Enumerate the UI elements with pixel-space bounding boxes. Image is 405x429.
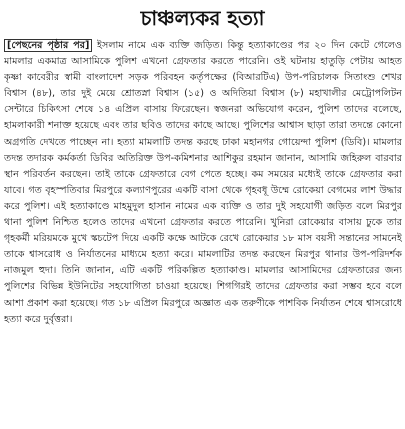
article-body-text: ইসলাম নামে এক ব্যক্তি জড়িত। কিন্তু হত্যাকাণ্ডের পর ২০ দিন কেটে গেলেও মামলার একমাত্র আসামিকে পুলিশ এখনো গ্রেফতার করতে পারেনি। ওই ঘটনায় হাতুড়ি পেটায় আহত কৃষ্ণা কাবেরীর স্বামী বাংলাদেশ সড়ক পরিবহন কর্তৃপক্ষের (বিআরটিএ) উপ-পরিচালক সিতাংশু শেখর বিশ্বাস (৪৮), তার দুই মেয়ে শ্রোতস্না বিশ্বাস (১৫) ও অদিতিয়া বিশ্বাস (৮) মহাখালীর মেট্রোপলিটন সেন্টারে চিকিৎসা শেষে ১৪ এপ্রিল বাসায় ফিরেছেন। স্বজনরা অভিযোগ করেন, পুলিশ তাদের বলেছে, হামলাকারী শনাক্ত হয়েছে এবং তার ছবিও তাদের কাছে আছে। পুলিশের আশ্বাস ছাড়া তারা তদন্তে কোনো অগ্রগতি দেখতে পাচ্ছেন না। হত্যা মামলাটি তদন্ত করছে ঢাকা মহানগর গোয়েন্দা পুলিশ (ডিবি)। মামলার তদন্ত তদারক কর্মকর্তা ডিবির অতিরিক্ত উপ-কমিশনার আশিকুর রহমান জানান, আসামি জহিরুল বারবার স্থান পরিবর্তন করছেন। তাই তাকে গ্রেফতারে বেগ পেতে হচ্ছে। কম সময়ের মধ্যেই তাকে গ্রেফতার করা যাবে। গত বৃহস্পতিবার মিরপুরে কল্যাণপুরের একটি বাসা থেকে গৃহবধূ উম্মে রোকেয়া বেগমের লাশ উদ্ধার করে পুলিশ। এই হত্যাকাণ্ডে মাহমুদুল হাসান নামের এক ব্যক্তি ও তার দুই সহযোগী জড়িত বলে মিরপুর থানা পুলিশ নিশ্চিত হলেও তাদের এখনো গ্রেফতার করতে পারেনি। খুনিরা রোকেয়ার বাসায় ঢুকে তার গৃহকর্মী মরিয়মকে মুখে স্কচটেপ দিয়ে একটি কক্ষে আটকে রেখে রোকেয়ার ১৮ মাস বয়সী সন্তানের সামনেই তাকে শ্বাসরোধ ও নির্যাতনের মাধ্যমে হত্যা করে। মামলাটির তদন্ত করছেন মিরপুর থানার উপ-পরিদর্শক নাজমুল হুদা। তিনি জানান, এটি একটি পরিকল্পিত হত্যাকাণ্ড। মামলার আসামিদের গ্রেফতারের জন্য পুলিশের বিভিন্ন ইউনিটের সহযোগিতা চাওয়া হয়েছে। শিগগিরই তাদের গ্রেফতার করা সম্ভব হবে বলে আশা প্রকাশ করা হয়েছে। গত ১৮ এপ্রিল মিরপুরে অজ্ঞাত এক তরুণীকে পাশবিক নির্যাতন শেষে শ্বাসরোধে হত্যা করে দুর্বৃত্তরা। xyxy=(4,40,402,325)
article-body xyxy=(4,38,402,426)
continued-from-marker: [পেছনের পৃষ্ঠার পর] xyxy=(4,39,92,52)
article-headline: চাঞ্চল্যকর হত্যা xyxy=(140,6,265,30)
